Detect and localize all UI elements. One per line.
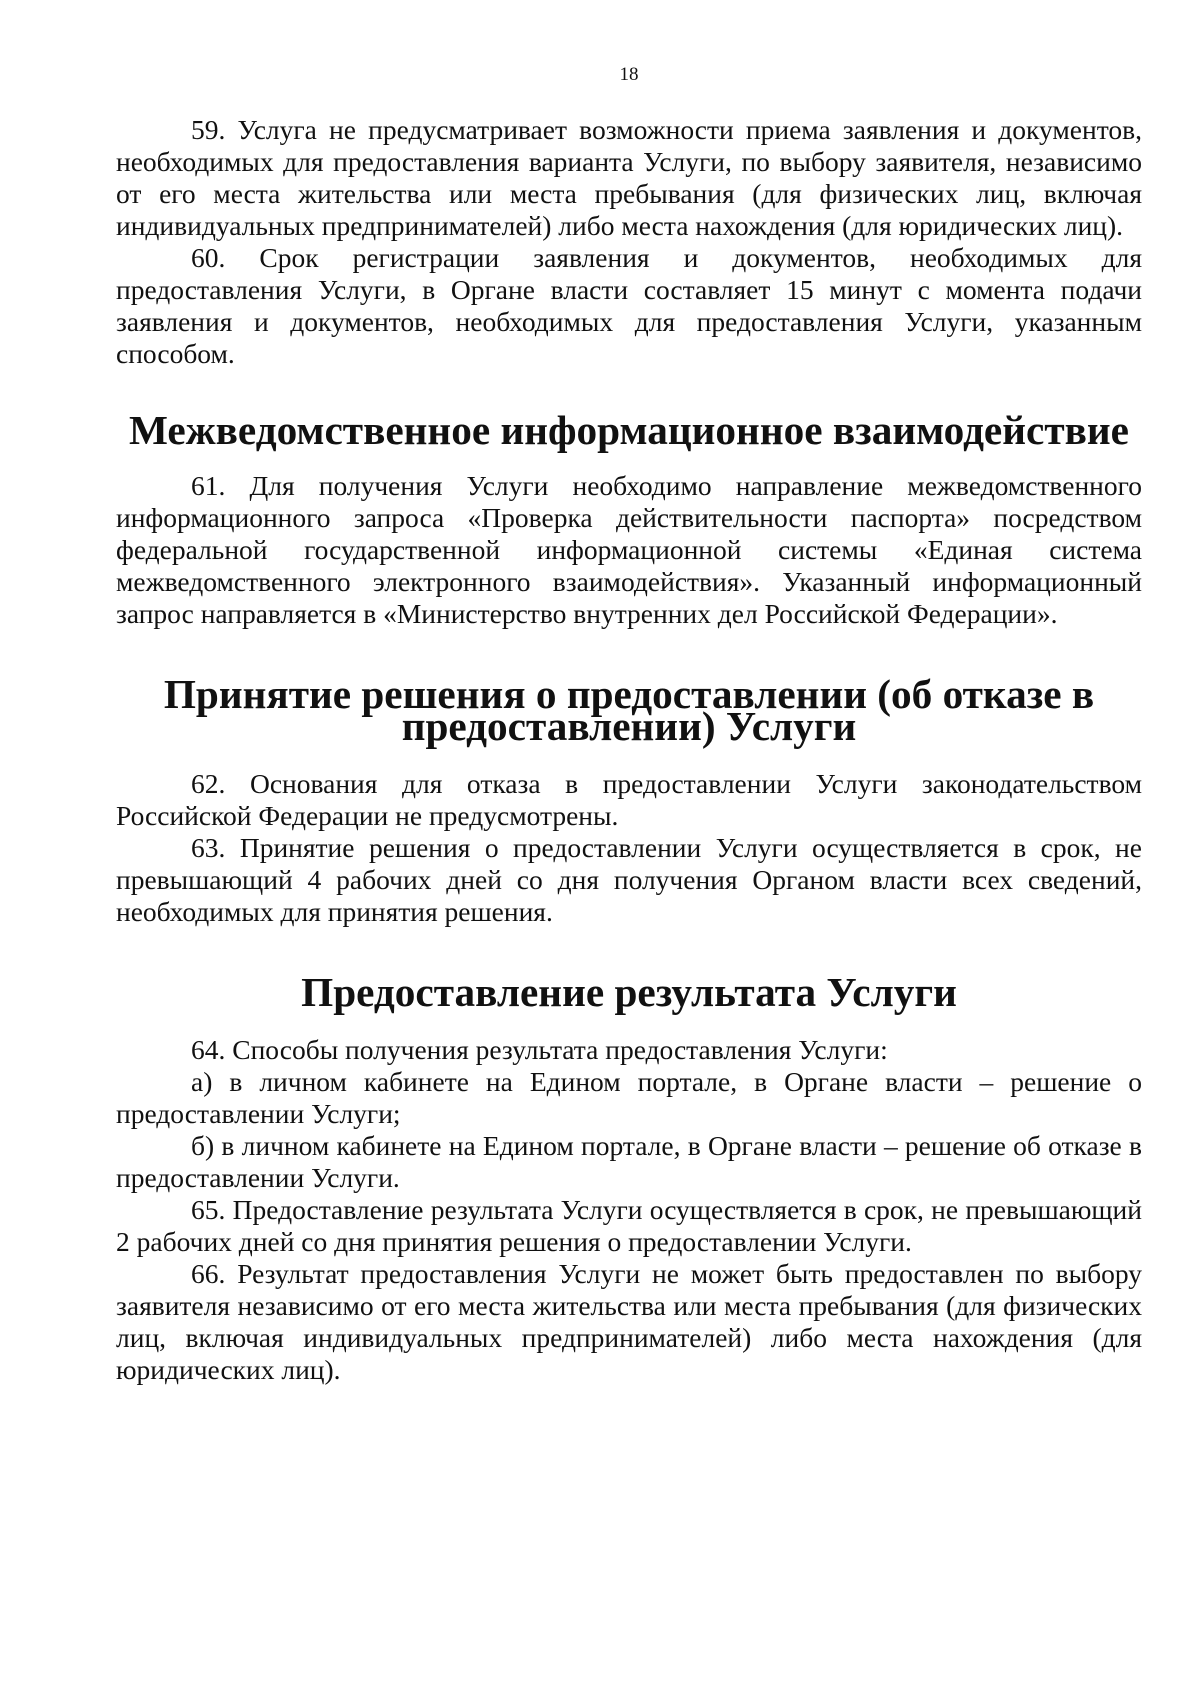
section-heading-decision: Принятие решения о предоставлении (об отказе в предоставлении) Услуги bbox=[163, 671, 1095, 749]
paragraph-62: 62. Основания для отказа в предоставлении Услуги законодательством Российской Федерации не предусмотрены. bbox=[116, 768, 1142, 831]
paragraph-64a: а) в личном кабинете на Едином портале, в Органе власти – решение о предоставлении Услуги; bbox=[116, 1066, 1142, 1129]
page-number: 18 bbox=[619, 64, 639, 85]
paragraph-59: 59. Услуга не предусматривает возможности приема заявления и документов, необходимых для предоставления варианта Услуги, по выбору заявителя, независимо от его места жительства или места пребывания (для физических лиц, включая индивидуальных предпринимателей) либо места нахождения (для юридических лиц). bbox=[116, 114, 1142, 241]
paragraph-66: 66. Результат предоставления Услуги не может быть предоставлен по выбору заявителя независимо от его места жительства или места пребывания (для физических лиц, включая индивидуальных предпринимателей) либо места нахождения (для юридических лиц). bbox=[116, 1258, 1142, 1385]
paragraph-61: 61. Для получения Услуги необходимо направление межведомственного информационного запроса «Проверка действительности паспорта» посредством федеральной государственной информационной системы «Единая система межведомственного электронного взаимодействия». Указанный информационный запрос направляется в «Министерство внутренних дел Российской Федерации». bbox=[116, 470, 1142, 629]
section-heading-result: Предоставление результата Услуги bbox=[301, 969, 957, 1015]
document-page bbox=[116, 64, 1142, 1386]
paragraph-64: 64. Способы получения результата предоставления Услуги: bbox=[191, 1034, 888, 1065]
section-heading-interagency: Межведомственное информационное взаимодействие bbox=[129, 407, 1129, 453]
paragraph-63: 63. Принятие решения о предоставлении Услуги осуществляется в срок, не превышающий 4 рабочих дней со дня получения Органом власти всех сведений, необходимых для принятия решения. bbox=[116, 832, 1142, 927]
paragraph-60: 60. Срок регистрации заявления и документов, необходимых для предоставления Услуги, в Органе власти составляет 15 минут с момента подачи заявления и документов, необходимых для предоставления Услуги, указанным способом. bbox=[116, 242, 1142, 369]
paragraph-65: 65. Предоставление результата Услуги осуществляется в срок, не превышающий 2 рабочих дней со дня принятия решения о предоставлении Услуги. bbox=[116, 1194, 1142, 1257]
paragraph-64b: б) в личном кабинете на Едином портале, в Органе власти – решение об отказе в предоставлении Услуги. bbox=[116, 1130, 1142, 1193]
